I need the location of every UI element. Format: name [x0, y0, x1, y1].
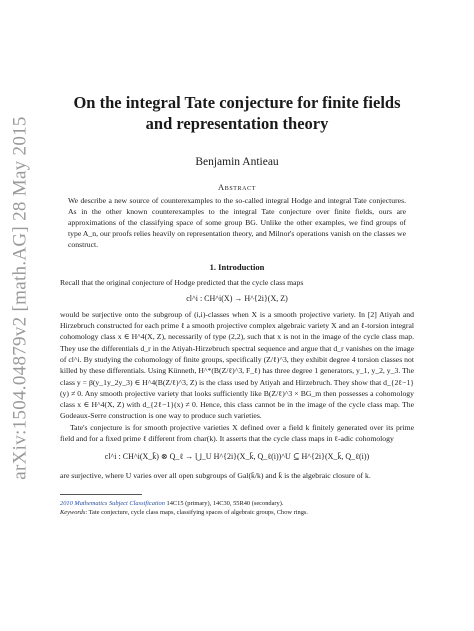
- msc-codes: 14C15 (primary), 14C30, 55R40 (secondary).: [164, 499, 284, 507]
- abstract-heading: Abstract: [218, 182, 256, 192]
- equation-cycle-class-map: cl^i : CH^i(X) → H^{2i}(X, Z): [186, 293, 288, 303]
- arxiv-watermark: [2, 118, 40, 478]
- keywords-label: Keywords: [60, 508, 86, 516]
- intro-paragraph-1: Recall that the original conjecture of Hodge predicted that the cycle class maps: [60, 278, 304, 288]
- intro-paragraph-3: Tate's conjecture is for smooth projective varieties X defined over a field k finitely generated over its prime field and for a fixed prime ℓ different from char(k). It asserts that the cycle class maps in ℓ-adic cohomology: [60, 422, 414, 444]
- arxiv-id-label: arXiv:1504.04879v2 [math.AG] 28 May 2015: [10, 116, 32, 480]
- footnote-msc: [60, 499, 414, 508]
- paper-title: On the integral Tate conjecture for finite fields and representation theory: [73, 93, 401, 133]
- intro-paragraph-2: would be surjective onto the subgroup of (i,i)-classes when X is a smooth projective variety. In [2] Atiyah and Hirzebruch constructed for each prime ℓ a smooth projective complex algebraic variety X and an ℓ-torsion integral cohomology class x ∈ H^4(X, Z), necessarily of type (2,2), such that x is not in the image of the cycle class map. They use the differentials d_r in the Atiyah-Hirzebruch spectral sequence and argue that d_r vanishes on the image of cl^i. By studying the cohomology of finite groups, specifically (Z/ℓ)^3, they exhibit degree 4 torsion classes not killed by these differentials. Using Künneth, H^*(B(Z/ℓ)^3, F_ℓ) has three degree 1 generators, y_1, y_2, y_3. The class y = β(y_1y_2y_3) ∈ H^4(B(Z/ℓ)^3, Z) is the class used by Atiyah and Hirzebruch. They show that d_{2ℓ−1}(y) ≠ 0. Any smooth projective variety that looks sufficiently like B(Z/ℓ)^3 × BG_m then possesses a cohomology class x ∈ H^4(X, Z) with d_{2ℓ−1}(x) ≠ 0. Hence, this class cannot be in the image of the cycle class map. The Godeaux-Serre construction is one way to produce such varieties.: [60, 309, 414, 421]
- paper-page: [60, 92, 414, 517]
- footnote-rule: [60, 494, 142, 495]
- footnote-keywords: [60, 508, 414, 517]
- equation-tate-cycle-class: cl^i : CH^i(X_k̄) ⊗ Q_ℓ → ⋃_U H^{2i}(X_k̄, Q_ℓ(i))^U ⊆ H^{2i}(X_k̄, Q_ℓ(i)): [104, 452, 370, 462]
- abstract-text: We describe a new source of counterexamples to the so-called integral Hodge and integral Tate conjectures. As in the other known counterexamples to the integral Tate conjecture over finite fields, ours are approximations of the classifying space of some group BG. Unlike the other examples, we find groups of type A_n, our proofs relies heavily on representation theory, and Milnor's operations vanish on the classes we construct.: [68, 196, 406, 250]
- intro-paragraph-4: are surjective, where U varies over all open subgroups of Gal(k̄/k) and k̄ is the algebraic closure of k.: [60, 471, 371, 481]
- keywords-text: : Tate conjecture, cycle class maps, classifying spaces of algebraic groups, Chow rings.: [85, 508, 309, 516]
- section-heading-introduction: 1. Introduction: [209, 262, 265, 273]
- paper-author: Benjamin Antieau: [195, 156, 279, 168]
- msc-link[interactable]: 2010 Mathematics Subject Classification: [60, 499, 165, 507]
